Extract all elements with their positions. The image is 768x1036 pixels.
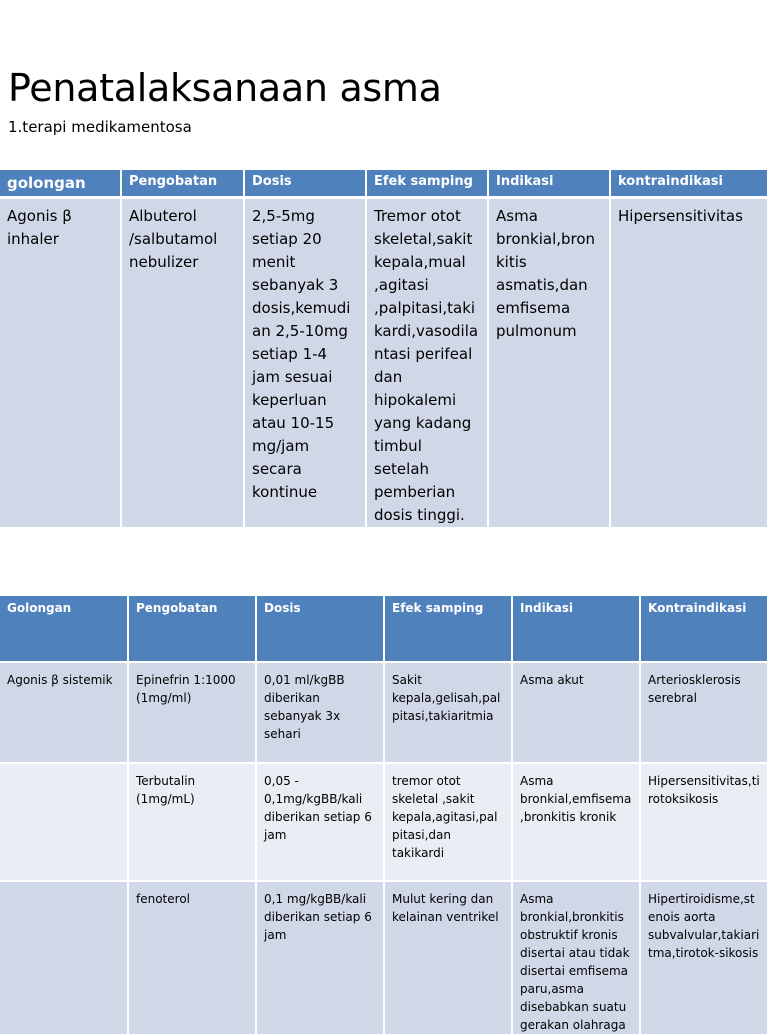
header-pengobatan: Pengobatan bbox=[121, 170, 244, 197]
header-golongan: golongan bbox=[0, 170, 121, 197]
cell-efek-samping: Tremor otot skeletal,sakit kepala,mual ,agitasi ,palpitasi,takikardi,vasodilantasi perifeal dan hipokalemi yang kadang timbul setelah pemberian dosis tinggi. bbox=[366, 197, 488, 527]
cell-dosis: 0,1 mg/kgBB/kali diberikan setiap 6 jam bbox=[256, 881, 384, 1035]
cell-efek-samping: Mulut kering dan kelainan ventrikel bbox=[384, 881, 512, 1035]
cell-indikasi: Asma bronkial,bronkitis asmatis,dan emfisema pulmonum bbox=[488, 197, 610, 527]
cell-kontraindikasi: Hipersensitivitas bbox=[610, 197, 768, 527]
cell-kontraindikasi: Arteriosklerosis serebral bbox=[640, 662, 768, 763]
header-pengobatan: Pengobatan bbox=[128, 596, 256, 662]
cell-golongan bbox=[0, 881, 128, 1035]
table-row bbox=[0, 881, 768, 1035]
cell-pengobatan: Terbutalin (1mg/mL) bbox=[128, 763, 256, 881]
cell-dosis: 2,5-5mg setiap 20 menit sebanyak 3 dosis,kemudian 2,5-10mg setiap 1-4 jam sesuai keperluan atau 10-15 mg/jam secara kontinue bbox=[244, 197, 366, 527]
header-dosis: Dosis bbox=[256, 596, 384, 662]
header-indikasi: Indikasi bbox=[512, 596, 640, 662]
page-subtitle: 1.terapi medikamentosa bbox=[8, 118, 192, 136]
page-title: Penatalaksanaan asma bbox=[8, 66, 442, 110]
table-sistemik bbox=[0, 596, 768, 1036]
cell-indikasi: Asma akut bbox=[512, 662, 640, 763]
cell-kontraindikasi: Hipersensitivitas,tirotoksikosis bbox=[640, 763, 768, 881]
cell-efek-samping: Sakit kepala,gelisah,palpitasi,takiaritmia bbox=[384, 662, 512, 763]
cell-pengobatan: fenoterol bbox=[128, 881, 256, 1035]
table-row bbox=[0, 763, 768, 881]
cell-pengobatan: Epinefrin 1:1000 (1mg/ml) bbox=[128, 662, 256, 763]
header-dosis: Dosis bbox=[244, 170, 366, 197]
table-header-row bbox=[0, 170, 768, 197]
cell-indikasi: Asma bronkial,bronkitis obstruktif kronis disertai atau tidak disertai emfisema paru,asma disebabkan suatu gerakan olahraga bbox=[512, 881, 640, 1035]
cell-golongan: Agonis β inhaler bbox=[0, 197, 121, 527]
cell-kontraindikasi: Hipertiroidisme,stenois aorta subvalvular,takiaritma,tirotok-sikosis bbox=[640, 881, 768, 1035]
cell-indikasi: Asma bronkial,emfisema,bronkitis kronik bbox=[512, 763, 640, 881]
table-row bbox=[0, 197, 768, 527]
cell-pengobatan: Albuterol /salbutamol nebulizer bbox=[121, 197, 244, 527]
cell-efek-samping: tremor otot skeletal ,sakit kepala,agitasi,palpitasi,dan takikardi bbox=[384, 763, 512, 881]
header-kontraindikasi: Kontraindikasi bbox=[640, 596, 768, 662]
cell-dosis: 0,05 - 0,1mg/kgBB/kali diberikan setiap 6 jam bbox=[256, 763, 384, 881]
cell-golongan: Agonis β sistemik bbox=[0, 662, 128, 763]
header-efek-samping: Efek samping bbox=[384, 596, 512, 662]
table-row bbox=[0, 662, 768, 763]
table-header-row bbox=[0, 596, 768, 662]
table-inhaler bbox=[0, 170, 768, 527]
header-indikasi: Indikasi bbox=[488, 170, 610, 197]
header-efek-samping: Efek samping bbox=[366, 170, 488, 197]
cell-dosis: 0,01 ml/kgBB diberikan sebanyak 3x sehari bbox=[256, 662, 384, 763]
cell-golongan bbox=[0, 763, 128, 881]
header-kontraindikasi: kontraindikasi bbox=[610, 170, 768, 197]
header-golongan: Golongan bbox=[0, 596, 128, 662]
